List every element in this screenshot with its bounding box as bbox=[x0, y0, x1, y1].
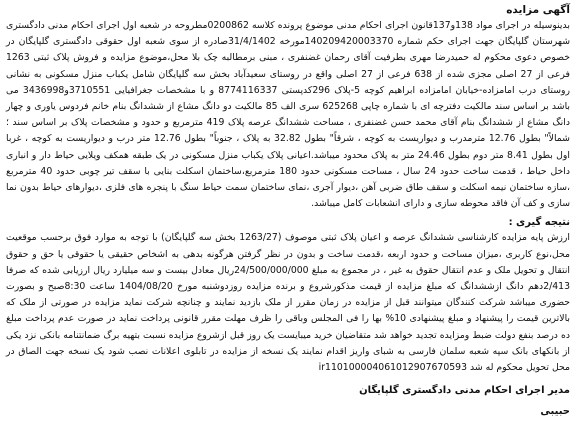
result-body: ارزش پایه مزایده کارشناسی ششدانگ عرصه و اعیان پلاک ثبتی موصوف (1263/27 بخش سه گلپایگان) با توجه به موارد فوق برحسب موقعیت محل،نوع کاربری ،میزان مساحت و حدود اربعه ،قدمت ساخت و بدون در نظر گرفتن هرگونه بدهی به اشخاص حقیقی یا حقوقی یا حق و حقوق انتقال و تحویل ملک و عدم انتقال حقوق به غیر ، در مجموع به مبلغ 24/500/000/000ریال معادل بیست و سه میلیارد ریال ارزیابی شده که صرفا 2/413دهم دانگ ازششدانگ که مبلغ مزایده از قیمت مذکورشروع و برنده مزایده روزدوشنبه مورخ 1404/08/20 ساعت 8:30صبح و بصورت حضوری میباشد شرکت کنندگان میتوانند قبل از مزایده در زمان مقرر از ملک بازدید نمایند و چنانچه شرکت نماید مزایده در صورتی از ملک که بالاترین قیمت را پیشنهاد و مبلغ پیشنهادی 10% بها را فی المجلس وباقی را ظرف مهلت مقرر قانونی پرداخت نماید در صورت عدم پرداخت مبلغ ده درصد بنفع دولت ضبط ومزایده تجدید خواهد شد متقاضیان خرید میبایست یک روز قبل ازشروع مزایده نسبت بتهیه برگ ضمانتنامه بانکی نزد یکی از بانکهای بانک سپه شعبه سلمان فارسی به شبای واریز اقدام نمایند یک نسخه از مزایده در تابلوی اعلانات نصب شود یک نسخه جهت الصاق در محل تحویل محکوم له شد ir110100004061012907670593 bbox=[6, 232, 570, 374]
notice-title: آگهی مزایده bbox=[506, 4, 570, 16]
result-heading: نتیجه گیری : bbox=[508, 217, 570, 229]
notice-body: بدینوسیله در اجرای مواد 138و137قانون اجرای احکام مدنی موضوع پرونده کلاسه 0200862مطروحه در شعبه اول اجرای احکام مدنی دادگستری شهرستان گلپایگان جهت اجرای حکم شماره 140209420003370مورخه 31/4/1402صادره از سوی شعبه اول حقوقی دادگستری گلپایگان در خصوص دعوی محکوم له حمیدرضا مهری بطرفیت آقای رحمان غضنفری ، مبنی برمطالبه چک بلا محل،موضوع مزایده و فروش پلاک ثبتی 1263 فرعی از 27 اصلی مجزی شده از 638 فرعی از 27 اصلی واقع در روستای سعیدآباد بخش سه گلپایگان شامل یکباب منزل مسکونی به نشانی روستای درب امامزاده-خیابان امامزاده ابراهیم کوچه 5-پلاک 296کدپستی 8774116337 و با مشخصات جغرافیایی 3710551و3436998 می باشد بر اساس سند مالکیت دفترچه ای با شماره چاپی 625268 سری الف 85 مالکیت دو دانگ مشاع از ششدانگ بنام خانم فردوس یاوری و چهار دانگ مشاع از ششدانگ بنام آقای محمد حسن غضنفری ، مساحت ششدانگ عرصه پلاک 419 مترمربع و حدود و مشخصات پلاک بر اساس سند ؛ شمالاً" بطول 12.76 مترمدرب و دیواریست به کوچه ، شرقاً" بطول 32.82 به پلاک ، جنوباً" بطول 12.76 متر درب و دیواریست به کوچه ، غربا اول بطول 8.41 متر دوم بطول 24.46 متر به پلاک محدود میباشد.اعیانی پلاک یکباب منزل مسکونی در یک طبقه همکف ویلایی حیاط دار و انباری داخل حیاط ، قدمت ساخت حدود 24 سال ، مساحت مسکونی حدود 180 مترمربع،ساختمان اسکلت بنایی با سقف تیر چوبی حدود 40 مترمربع ،سازه ساختمان نیمه اسکلت و سقف طاق ضربی آهن ،دیوار آجری ،نمای ساختمان سمت حیاط سنگ با پنجره های فلزی ،دیوارهای حیاط بدون نما سازی و کف آن فاقد محوطه سازی و دارای انشعابات کامل میباشد. bbox=[6, 20, 571, 210]
signature-title: مدیر اجرای احکام مدنی دادگستری گلپایگان bbox=[359, 385, 570, 397]
signature-name: حبیبی bbox=[540, 406, 570, 418]
